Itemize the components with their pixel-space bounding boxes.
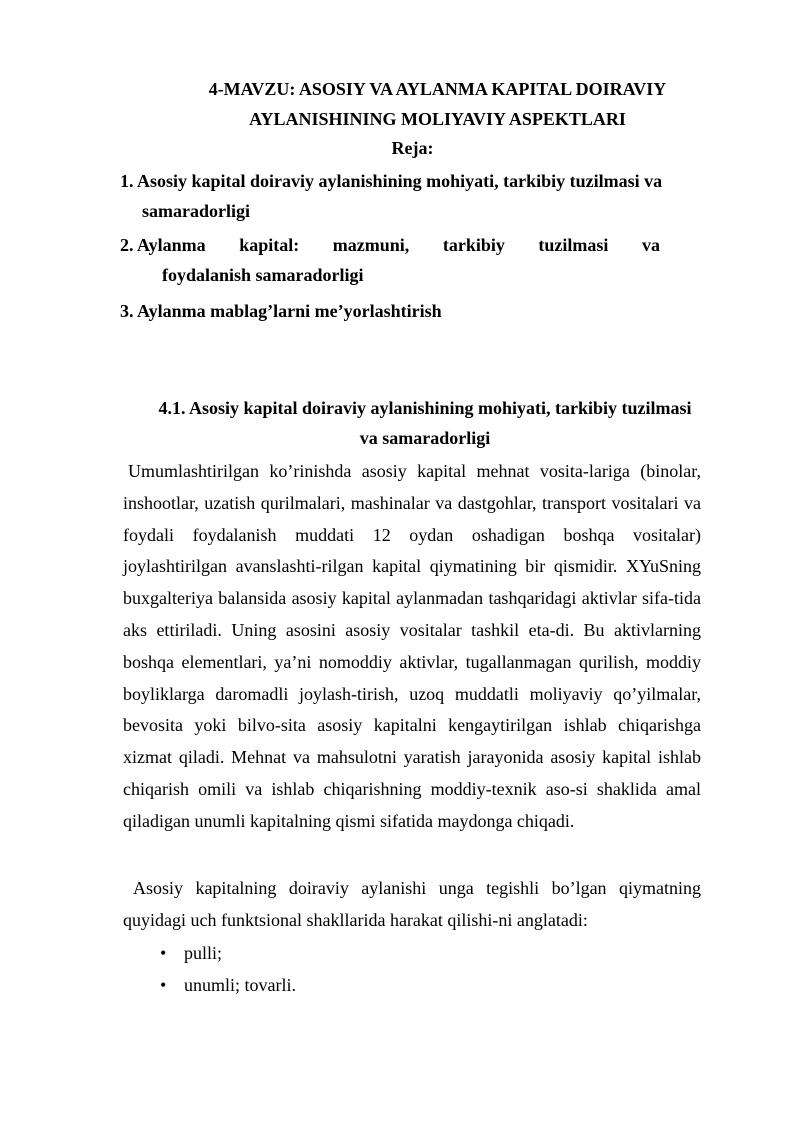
plan-item-1-line1: 1. Asosiy kapital doiraviy aylanishining mohiyati, tarkibiy tuzilmasi va [120,171,663,191]
plan-item-2-word: tarkibiy [442,235,505,255]
bullet-icon: • [160,975,167,995]
page-title-line2: AYLANISHINING MOLIYAVIY ASPEKTLARI [249,109,626,129]
body-paragraph-1: Umumlashtirilgan ko’rinishda asosiy kapital mehnat vosita-lariga (binolar, inshootlar, uzatish qurilmalari, mashinalar va dastgohlar, transport vositalari va foydali foydalanish muddati 12 oydan oshadigan boshqa vositalar) joylashtirilgan avanslashti-rilgan kapital qiymatining bir qismidir. XYuSning buxgalteriya balansida asosiy kapital aylanmadan tashqaridagi aktivlar sifa-tida aks ettiriladi. Uning asosini asosiy vositalar tashkil eta-di. Bu aktivlarning boshqa elementlari, ya’ni nomoddiy aktivlar, tugallanmagan qurilish, moddiy boyliklarga daromadli joylash-tirish, uzoq muddatli moliyaviy qo’yilmalar, bevosita yoki bilvo-sita asosiy kapitalni kengaytirilgan ishlab chiqarishga xizmat qiladi. Mehnat va mahsulotni yaratish jarayonida asosiy kapital ishlab chiqarish omili va ishlab chiqarishning moddiy-texnik aso-si shaklida amal qiladigan unumli kapitalning qismi sifatida maydonga chiqadi. [123,461,701,831]
list-item-text: unumli; tovarli. [184,975,296,995]
page-title-line1: 4-MAVZU: ASOSIY VA AYLANMA KAPITAL DOIRAVIY [208,79,667,99]
bullet-icon: • [160,943,167,963]
plan-heading: Reja: [391,138,434,158]
plan-item-3 [120,296,680,326]
plan-item-2-word: mazmuni, [332,235,410,255]
plan-item-2-line1 [120,230,660,260]
plan-item-2-word: tuzilmasi [538,235,609,255]
plan-item-1-line2: samaradorligi [142,201,250,221]
plan-item-2 [120,230,680,290]
section-heading-line1: 4.1. Asosiy kapital doiraviy aylanishining mohiyati, tarkibiy tuzilmasi [158,398,692,418]
bullet-list [160,937,296,1001]
section-heading [140,393,710,453]
plan-item-2-word: 2. Aylanma [120,235,206,255]
plan-item-2-word: va [641,235,660,255]
list-item [160,969,296,1001]
body-paragraph-2: Asosiy kapitalning doiraviy aylanishi unga tegishli bo’lgan qiymatning quyidagi uch funktsional shakllarida harakat qilishi-ni anglatadi: [123,878,701,930]
plan-item-3-line1: 3. Aylanma mablag’larni me’yorlashtirish [120,301,442,321]
list-item-text: pulli; [184,943,223,963]
plan-item-2-line2: foydalanish samaradorligi [162,265,364,285]
section-heading-line2: va samaradorligi [359,428,491,448]
list-item [160,937,296,969]
plan-item-1 [120,166,680,226]
plan-item-2-word: kapital: [239,235,300,255]
